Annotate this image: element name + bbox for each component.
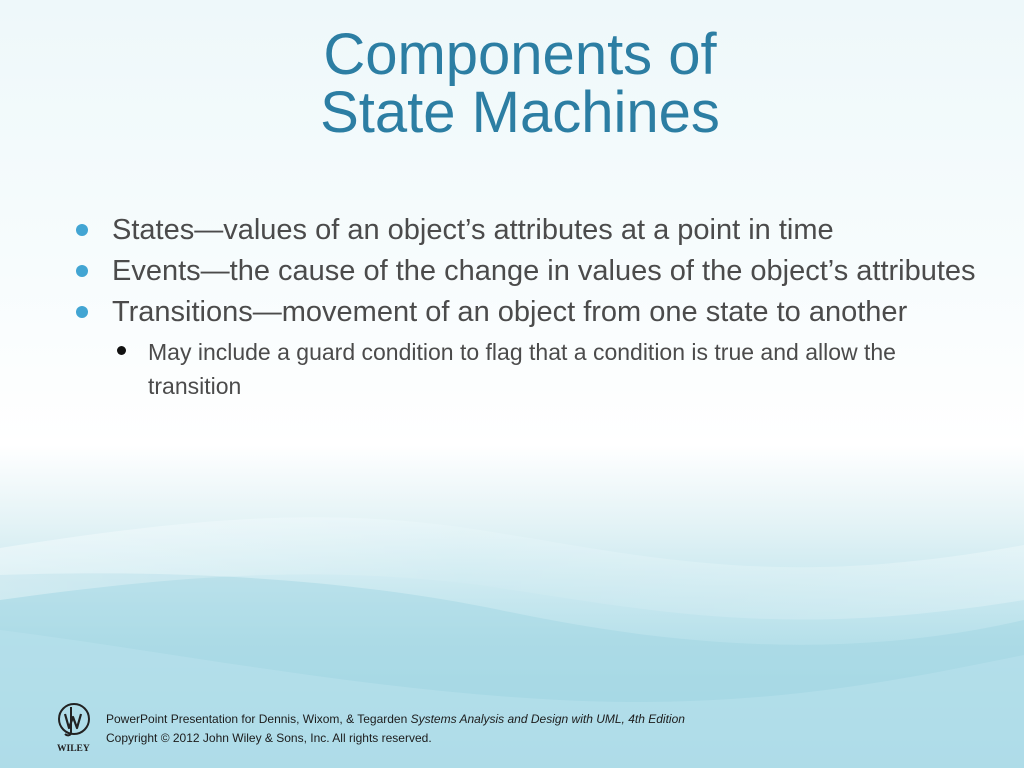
bullet-text: Transitions—movement of an object from one state to another xyxy=(112,296,908,328)
svg-text:WILEY: WILEY xyxy=(57,744,90,753)
slide-title xyxy=(0,22,1024,145)
sub-bullet-icon xyxy=(117,346,126,355)
footer-text xyxy=(106,710,685,748)
title-line-2: State Machines xyxy=(320,80,720,145)
sub-bullet-text: May include a guard condition to flag that a condition is true and allow the transition xyxy=(148,339,896,399)
bullet-icon xyxy=(76,306,88,318)
bullet-item xyxy=(76,210,976,251)
bullet-item xyxy=(76,292,976,333)
presentation-prefix: PowerPoint Presentation for Dennis, Wixom, & Tegarden xyxy=(106,712,411,726)
book-title: Systems Analysis and Design with UML, 4th Edition xyxy=(410,712,685,726)
title-line-1: Components of xyxy=(323,22,717,87)
wiley-logo-icon xyxy=(56,701,96,753)
presentation-credit xyxy=(106,710,685,729)
bullet-icon xyxy=(76,224,88,236)
sub-bullet-item xyxy=(113,335,976,403)
bullet-text: States—values of an object’s attributes at a point in time xyxy=(112,214,834,246)
copyright-text: Copyright © 2012 John Wiley & Sons, Inc. All rights reserved. xyxy=(106,731,432,745)
bullet-list xyxy=(76,210,976,403)
bullet-icon xyxy=(76,265,88,277)
bullet-item xyxy=(76,251,976,292)
bullet-text: Events—the cause of the change in values of the object’s attributes xyxy=(112,255,976,287)
footer xyxy=(56,701,906,753)
